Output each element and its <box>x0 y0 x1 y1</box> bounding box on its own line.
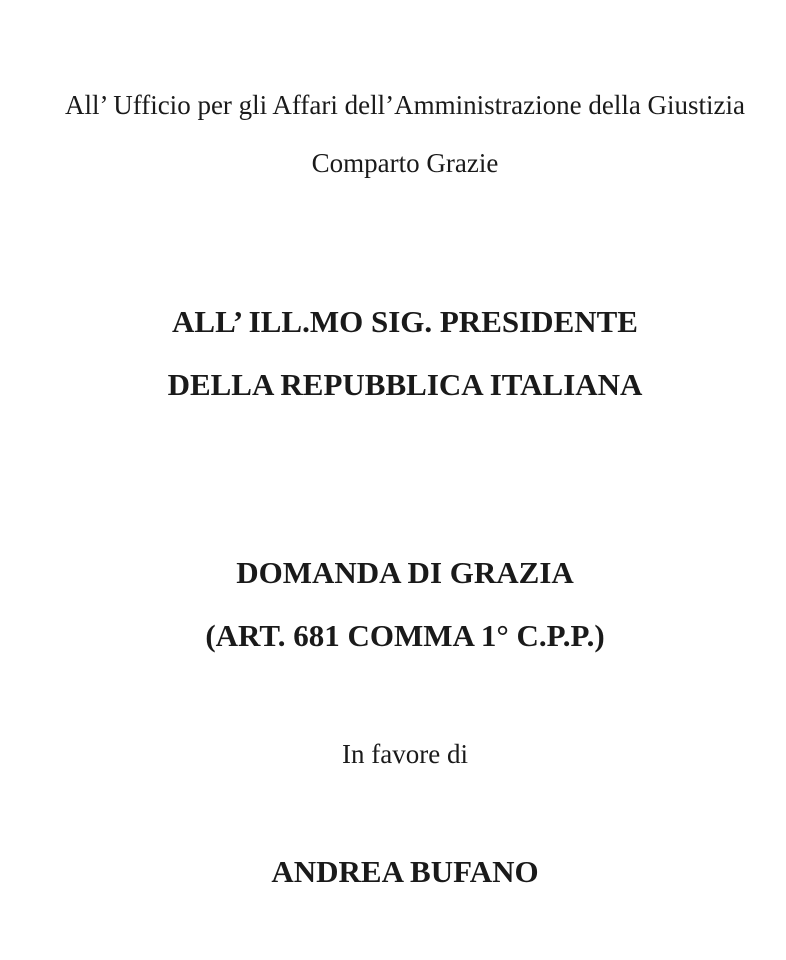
beneficiary-intro: In favore di <box>342 739 468 769</box>
addressee-title: ALL’ ILL.MO SIG. PRESIDENTE <box>172 304 638 339</box>
document-title: DOMANDA DI GRAZIA <box>236 555 574 590</box>
addressee-institution: DELLA REPUBBLICA ITALIANA <box>167 367 643 402</box>
recipient-office: All’ Ufficio per gli Affari dell’Amministrazione della Giustizia <box>64 90 746 120</box>
recipient-department: Comparto Grazie <box>311 148 499 178</box>
beneficiary-name: ANDREA BUFANO <box>271 854 539 889</box>
legal-reference: (ART. 681 COMMA 1° C.P.P.) <box>205 618 605 653</box>
